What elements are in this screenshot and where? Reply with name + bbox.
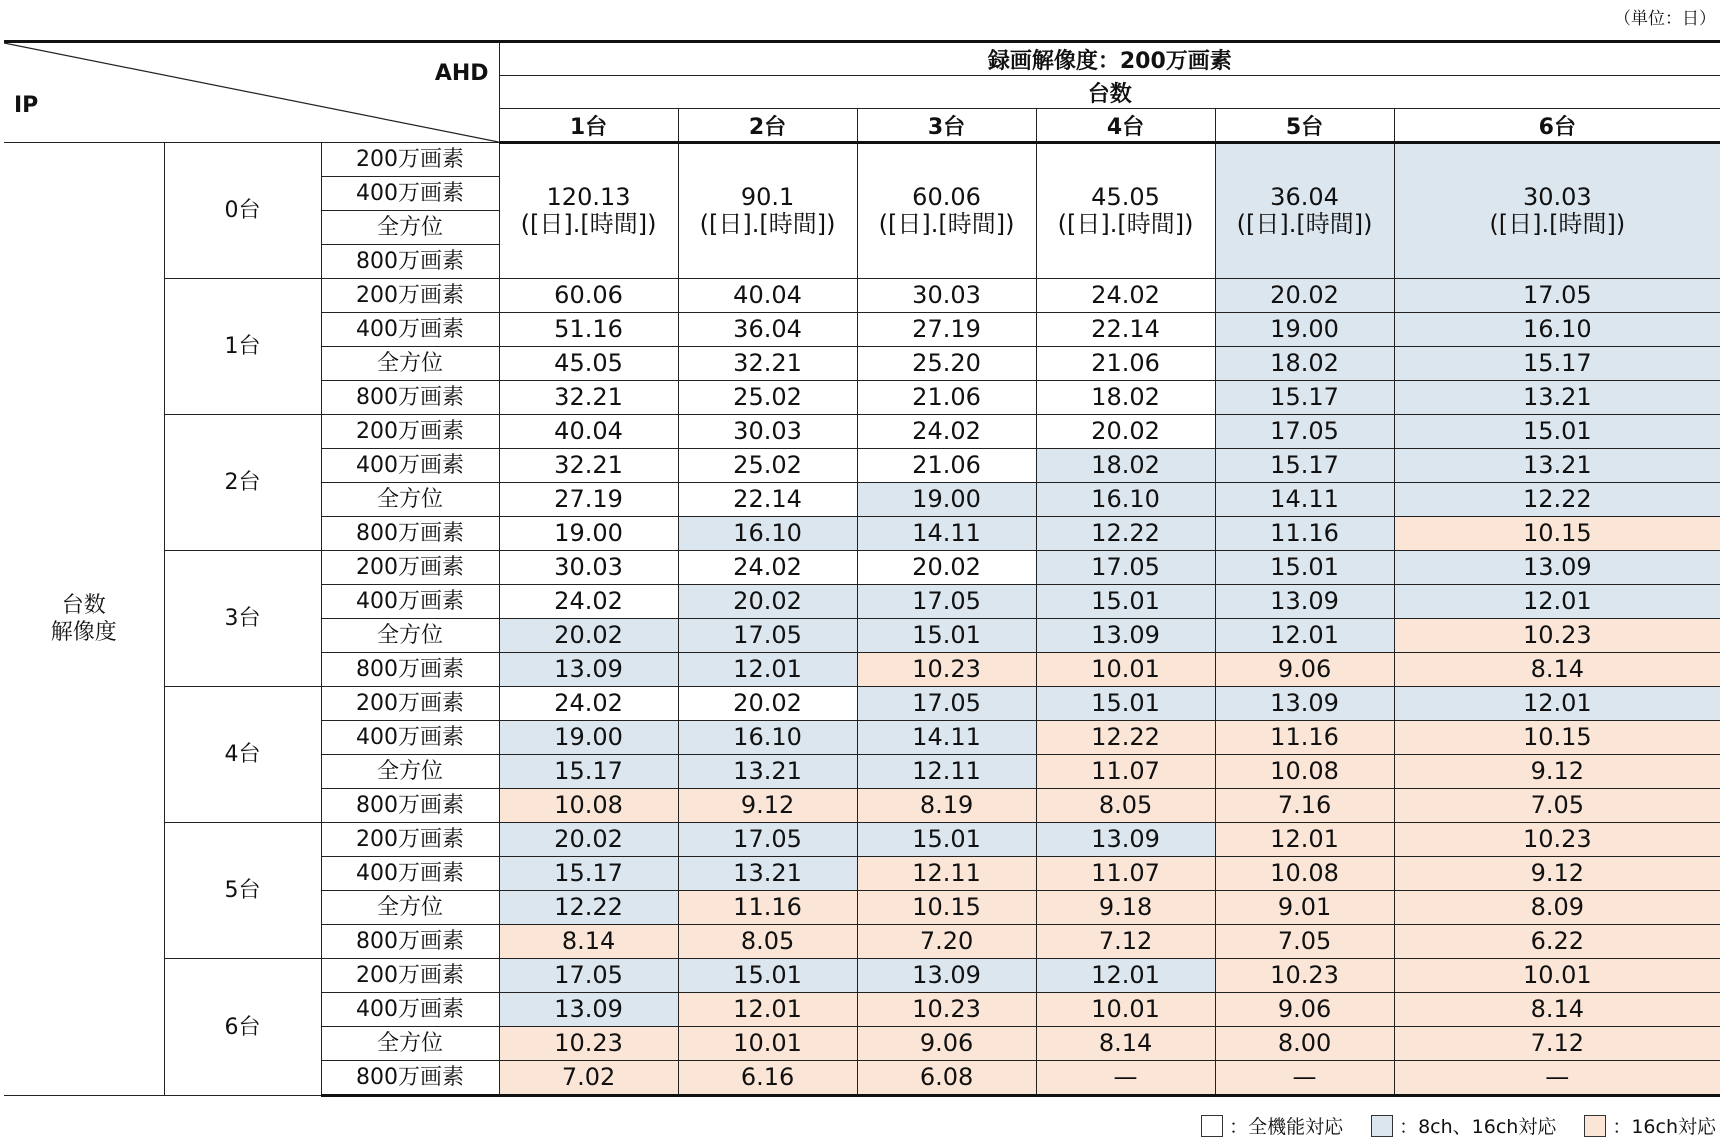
ip-resolution: 200万画素: [321, 687, 499, 721]
value-cell: 6.08: [857, 1061, 1036, 1096]
ip-resolution: 800万画素: [321, 381, 499, 415]
value-cell: 24.02: [678, 551, 857, 585]
value-cell: 12.22: [1036, 517, 1215, 551]
value-cell: 10.01: [1036, 653, 1215, 687]
value-cell: 21.06: [857, 449, 1036, 483]
value-cell: [1215, 143, 1394, 279]
table-row: [4, 959, 1720, 993]
value-cell: 15.17: [1394, 347, 1720, 381]
ip-resolution: 400万画素: [321, 857, 499, 891]
value-cell: 11.16: [678, 891, 857, 925]
value-cell: 20.02: [1215, 279, 1394, 313]
value-cell: 17.05: [857, 687, 1036, 721]
ip-resolution: 全方位: [321, 755, 499, 789]
value-cell: 6.22: [1394, 925, 1720, 959]
value-cell: 7.16: [1215, 789, 1394, 823]
table-row: [4, 415, 1720, 449]
ip-resolution: 800万画素: [321, 789, 499, 823]
value-cell: —: [1036, 1061, 1215, 1096]
value-cell: 24.02: [857, 415, 1036, 449]
ip-resolution: 400万画素: [321, 449, 499, 483]
value-cell: 9.01: [1215, 891, 1394, 925]
ip-resolution: 全方位: [321, 483, 499, 517]
value-cell: 15.01: [1215, 551, 1394, 585]
table-body: [4, 143, 1720, 1096]
value-cell: 13.09: [1036, 619, 1215, 653]
value-cell: 9.06: [1215, 653, 1394, 687]
value-cell: 22.14: [1036, 313, 1215, 347]
value-cell: 7.12: [1394, 1027, 1720, 1061]
value-cell: 25.02: [678, 381, 857, 415]
value-cell: 15.01: [1036, 687, 1215, 721]
value-cell: 9.18: [1036, 891, 1215, 925]
value-cell: 18.02: [1215, 347, 1394, 381]
value-cell: 25.02: [678, 449, 857, 483]
ip-resolution: 200万画素: [321, 959, 499, 993]
value-cell: 10.08: [1215, 857, 1394, 891]
value-cell: 16.10: [678, 721, 857, 755]
legend-item: [1201, 1112, 1343, 1139]
column-header-4: 4台: [1036, 109, 1215, 143]
ip-resolution: 800万画素: [321, 245, 499, 279]
ip-resolution: 全方位: [321, 891, 499, 925]
value-cell: 15.01: [857, 619, 1036, 653]
value-cell: 20.02: [678, 687, 857, 721]
value-cell: 10.23: [499, 1027, 678, 1061]
value-cell-line: ([日].[時間]): [520, 210, 657, 238]
value-cell: 13.21: [678, 755, 857, 789]
value-cell: 13.09: [1215, 585, 1394, 619]
value-cell: 19.00: [499, 517, 678, 551]
value-cell: 45.05: [499, 347, 678, 381]
value-cell: 20.02: [499, 823, 678, 857]
value-cell: 24.02: [1036, 279, 1215, 313]
value-cell-line: 60.06: [912, 183, 981, 211]
value-cell: 15.01: [1394, 415, 1720, 449]
value-cell: 40.04: [678, 279, 857, 313]
value-cell: 17.05: [857, 585, 1036, 619]
value-cell: 36.04: [678, 313, 857, 347]
value-cell: 19.00: [499, 721, 678, 755]
unit-note: （単位：日）: [1614, 9, 1716, 29]
value-cell: 13.21: [1394, 381, 1720, 415]
value-cell: 16.10: [678, 517, 857, 551]
column-header-5: 5台: [1215, 109, 1394, 143]
value-cell: 6.16: [678, 1061, 857, 1096]
value-cell: 11.16: [1215, 517, 1394, 551]
value-cell: 10.15: [857, 891, 1036, 925]
ip-resolution: 全方位: [321, 1027, 499, 1061]
value-cell: 11.16: [1215, 721, 1394, 755]
value-cell: 9.06: [1215, 993, 1394, 1027]
value-cell: 12.11: [857, 857, 1036, 891]
value-cell: 20.02: [1036, 415, 1215, 449]
value-cell: 12.01: [1215, 823, 1394, 857]
value-cell: 13.09: [1215, 687, 1394, 721]
ahd-label: AHD: [434, 61, 489, 86]
value-cell: 10.08: [499, 789, 678, 823]
value-cell: 30.03: [678, 415, 857, 449]
value-cell: 12.01: [678, 993, 857, 1027]
value-cell: 10.23: [1394, 619, 1720, 653]
value-cell: 10.01: [678, 1027, 857, 1061]
ip-resolution: 200万画素: [321, 823, 499, 857]
value-cell: 12.22: [1036, 721, 1215, 755]
row-main-label-line: 解像度: [50, 620, 117, 645]
recording-days-table: [4, 40, 1720, 1097]
value-cell: 12.22: [499, 891, 678, 925]
ip-resolution: 400万画素: [321, 177, 499, 211]
value-cell: 32.21: [499, 449, 678, 483]
value-cell: 17.05: [1036, 551, 1215, 585]
value-cell: 12.01: [1394, 585, 1720, 619]
value-cell: 27.19: [857, 313, 1036, 347]
value-cell: 13.21: [1394, 449, 1720, 483]
value-cell: [857, 143, 1036, 279]
row-main-label: [4, 143, 164, 1096]
value-cell: 7.05: [1215, 925, 1394, 959]
ip-count-0: 0台: [164, 143, 321, 279]
value-cell: 10.08: [1215, 755, 1394, 789]
value-cell: 13.09: [499, 653, 678, 687]
value-cell: 10.23: [857, 653, 1036, 687]
value-cell-line: ([日].[時間]): [1057, 210, 1194, 238]
table-row: [4, 279, 1720, 313]
value-cell: 9.06: [857, 1027, 1036, 1061]
ip-resolution: 800万画素: [321, 925, 499, 959]
value-cell: 7.20: [857, 925, 1036, 959]
value-cell: 24.02: [499, 585, 678, 619]
value-cell: 19.00: [1215, 313, 1394, 347]
value-cell: 14.11: [857, 517, 1036, 551]
value-cell: 14.11: [857, 721, 1036, 755]
corner-diagonal-line: [4, 43, 499, 142]
value-cell: 17.05: [1394, 279, 1720, 313]
value-cell-line: ([日].[時間]): [1489, 210, 1626, 238]
ip-resolution: 400万画素: [321, 721, 499, 755]
value-cell: 15.17: [1215, 381, 1394, 415]
value-cell: 19.00: [857, 483, 1036, 517]
value-cell: 20.02: [678, 585, 857, 619]
value-cell: 8.14: [499, 925, 678, 959]
value-cell: 21.06: [857, 381, 1036, 415]
value-cell: 17.05: [678, 619, 857, 653]
value-cell: 15.01: [678, 959, 857, 993]
value-cell: 17.05: [499, 959, 678, 993]
value-cell: 12.01: [1215, 619, 1394, 653]
ip-count-5: 5台: [164, 823, 321, 959]
value-cell: 10.15: [1394, 721, 1720, 755]
value-cell: 8.05: [678, 925, 857, 959]
value-cell: [1036, 143, 1215, 279]
column-header-1: 1台: [499, 109, 678, 143]
ip-resolution: 400万画素: [321, 313, 499, 347]
value-cell-line: 45.05: [1091, 183, 1160, 211]
legend-swatch: [1371, 1115, 1393, 1137]
column-header-3: 3台: [857, 109, 1036, 143]
value-cell: 25.20: [857, 347, 1036, 381]
value-cell: 12.01: [678, 653, 857, 687]
legend-swatch: [1201, 1115, 1223, 1137]
value-cell: 18.02: [1036, 381, 1215, 415]
value-cell: 8.14: [1036, 1027, 1215, 1061]
value-cell: [678, 143, 857, 279]
value-cell: 10.01: [1036, 993, 1215, 1027]
value-cell: 51.16: [499, 313, 678, 347]
legend-swatch: [1584, 1115, 1606, 1137]
value-cell: 7.12: [1036, 925, 1215, 959]
value-cell: 12.01: [1036, 959, 1215, 993]
value-cell: 9.12: [1394, 755, 1720, 789]
value-cell-line: ([日].[時間]): [878, 210, 1015, 238]
value-cell: 12.11: [857, 755, 1036, 789]
value-cell: 12.22: [1394, 483, 1720, 517]
value-cell: 20.02: [499, 619, 678, 653]
legend-label: ：全機能対応: [1229, 1116, 1344, 1138]
ip-resolution: 全方位: [321, 211, 499, 245]
count-title: 台数: [499, 76, 1720, 109]
value-cell: 13.21: [678, 857, 857, 891]
legend-label: ：16ch対応: [1612, 1116, 1716, 1138]
value-cell: 10.15: [1394, 517, 1720, 551]
value-cell: 11.07: [1036, 755, 1215, 789]
legend-item: [1371, 1112, 1556, 1139]
value-cell: 32.21: [678, 347, 857, 381]
value-cell: 8.14: [1394, 653, 1720, 687]
ip-resolution: 全方位: [321, 619, 499, 653]
legend: [1201, 1112, 1716, 1139]
value-cell: 30.03: [499, 551, 678, 585]
legend-item: [1584, 1112, 1716, 1139]
value-cell: 13.09: [1036, 823, 1215, 857]
value-cell: 17.05: [1215, 415, 1394, 449]
legend-label: ：8ch、16ch対応: [1399, 1116, 1557, 1138]
value-cell: 12.01: [1394, 687, 1720, 721]
column-header-6: 6台: [1394, 109, 1720, 143]
value-cell: 21.06: [1036, 347, 1215, 381]
value-cell-line: ([日].[時間]): [699, 210, 836, 238]
ip-resolution: 200万画素: [321, 279, 499, 313]
value-cell: [499, 143, 678, 279]
value-cell: 15.17: [499, 857, 678, 891]
value-cell: 24.02: [499, 687, 678, 721]
ip-resolution: 全方位: [321, 347, 499, 381]
value-cell: 20.02: [857, 551, 1036, 585]
recording-days-table-container: [4, 40, 1720, 1097]
ip-resolution: 800万画素: [321, 653, 499, 687]
value-cell: 7.02: [499, 1061, 678, 1096]
ip-resolution: 400万画素: [321, 585, 499, 619]
value-cell: 16.10: [1036, 483, 1215, 517]
value-cell: 10.23: [857, 993, 1036, 1027]
value-cell: 15.17: [499, 755, 678, 789]
value-cell: 60.06: [499, 279, 678, 313]
value-cell: 11.07: [1036, 857, 1215, 891]
value-cell: —: [1215, 1061, 1394, 1096]
value-cell: 14.11: [1215, 483, 1394, 517]
value-cell: 7.05: [1394, 789, 1720, 823]
header-corner: [4, 42, 499, 143]
ip-count-4: 4台: [164, 687, 321, 823]
value-cell-line: 36.04: [1270, 183, 1339, 211]
value-cell: 32.21: [499, 381, 678, 415]
value-cell: 13.09: [857, 959, 1036, 993]
value-cell: 27.19: [499, 483, 678, 517]
ip-count-3: 3台: [164, 551, 321, 687]
value-cell: 10.23: [1394, 823, 1720, 857]
table-row: [4, 687, 1720, 721]
ip-count-2: 2台: [164, 415, 321, 551]
value-cell: —: [1394, 1061, 1720, 1096]
ip-label: IP: [14, 93, 39, 118]
value-cell: 10.23: [1215, 959, 1394, 993]
value-cell: 8.19: [857, 789, 1036, 823]
value-cell: 17.05: [678, 823, 857, 857]
value-cell: 8.09: [1394, 891, 1720, 925]
ip-resolution: 200万画素: [321, 551, 499, 585]
value-cell: 22.14: [678, 483, 857, 517]
table-row: [4, 551, 1720, 585]
value-cell-line: ([日].[時間]): [1236, 210, 1373, 238]
value-cell: 10.01: [1394, 959, 1720, 993]
value-cell-line: 90.1: [740, 183, 795, 211]
ip-resolution: 800万画素: [321, 1061, 499, 1096]
value-cell-line: 30.03: [1522, 183, 1592, 211]
value-cell: 30.03: [857, 279, 1036, 313]
value-cell: 13.09: [1394, 551, 1720, 585]
value-cell: 8.05: [1036, 789, 1215, 823]
table-row: [4, 823, 1720, 857]
value-cell: 9.12: [1394, 857, 1720, 891]
value-cell: 8.00: [1215, 1027, 1394, 1061]
value-cell: 9.12: [678, 789, 857, 823]
ip-count-6: 6台: [164, 959, 321, 1096]
value-cell: 40.04: [499, 415, 678, 449]
value-cell: 15.01: [1036, 585, 1215, 619]
table-row: [4, 143, 1720, 177]
ip-resolution: 800万画素: [321, 517, 499, 551]
value-cell: [1394, 143, 1720, 279]
value-cell: 8.14: [1394, 993, 1720, 1027]
resolution-title: 録画解像度：200万画素: [499, 42, 1720, 76]
value-cell: 15.17: [1215, 449, 1394, 483]
value-cell: 16.10: [1394, 313, 1720, 347]
ip-resolution: 200万画素: [321, 143, 499, 177]
ip-resolution: 400万画素: [321, 993, 499, 1027]
ip-resolution: 200万画素: [321, 415, 499, 449]
value-cell: 13.09: [499, 993, 678, 1027]
column-header-2: 2台: [678, 109, 857, 143]
value-cell-line: 120.13: [546, 183, 631, 211]
value-cell: 15.01: [857, 823, 1036, 857]
row-main-label-line: 台数: [61, 593, 106, 618]
value-cell: 18.02: [1036, 449, 1215, 483]
ip-count-1: 1台: [164, 279, 321, 415]
